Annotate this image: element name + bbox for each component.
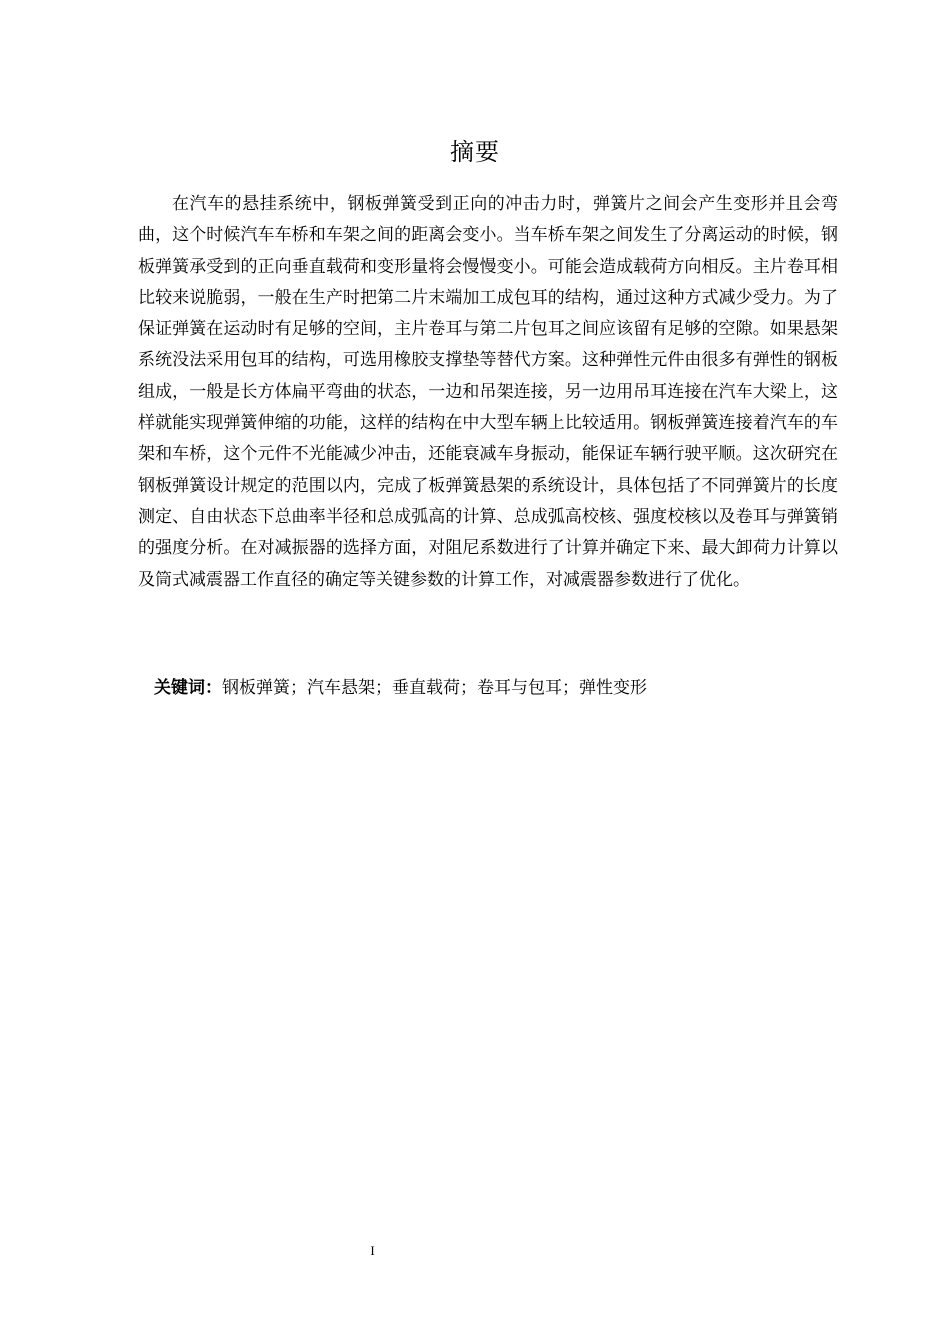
keywords-line bbox=[154, 673, 838, 703]
page-number: I bbox=[370, 1243, 375, 1258]
keywords-label: 关键词： bbox=[154, 678, 222, 698]
keywords-list: 钢板弹簧；汽车悬架；垂直载荷；卷耳与包耳；弹性变形 bbox=[222, 678, 647, 698]
abstract-title: 摘要 bbox=[450, 138, 500, 166]
abstract-paragraph: 在汽车的悬挂系统中，钢板弹簧受到正向的冲击力时，弹簧片之间会产生变形并且会弯曲，这个时候汽车车桥和车架之间的距离会变小。当车桥车架之间发生了分离运动的时候，钢板弹簧承受到的正向垂直载荷和变形量将会慢慢变小。可能会造成载荷方向相反。主片卷耳相比较来说脆弱，一般在生产时把第二片末端加工成包耳的结构，通过这种方式减少受力。为了保证弹簧在运动时有足够的空间，主片卷耳与第二片包耳之间应该留有足够的空隙。如果悬架系统没法采用包耳的结构，可选用橡胶支撑垫等替代方案。这种弹性元件由很多有弹性的钢板组成，一般是长方体扁平弯曲的状态，一边和吊架连接，另一边用吊耳连接在汽车大梁上，这样就能实现弹簧伸缩的功能，这样的结构在中大型车辆上比较适用。钢板弹簧连接着汽车的车架和车桥，这个元件不光能减少冲击，还能衰减车身振动，能保证车辆行驶平顺。这次研究在钢板弹簧设计规定的范围以内，完成了板弹簧悬架的系统设计，具体包括了不同弹簧片的长度测定、自由状态下总曲率半径和总成弧高的计算、总成弧高校核、强度校核以及卷耳与弹簧销的强度分析。在对减振器的选择方面，对阻尼系数进行了计算并确定下来、最大卸荷力计算以及筒式减震器工作直径的确定等关键参数的计算工作，对减震器参数进行了优化。 bbox=[138, 194, 838, 590]
